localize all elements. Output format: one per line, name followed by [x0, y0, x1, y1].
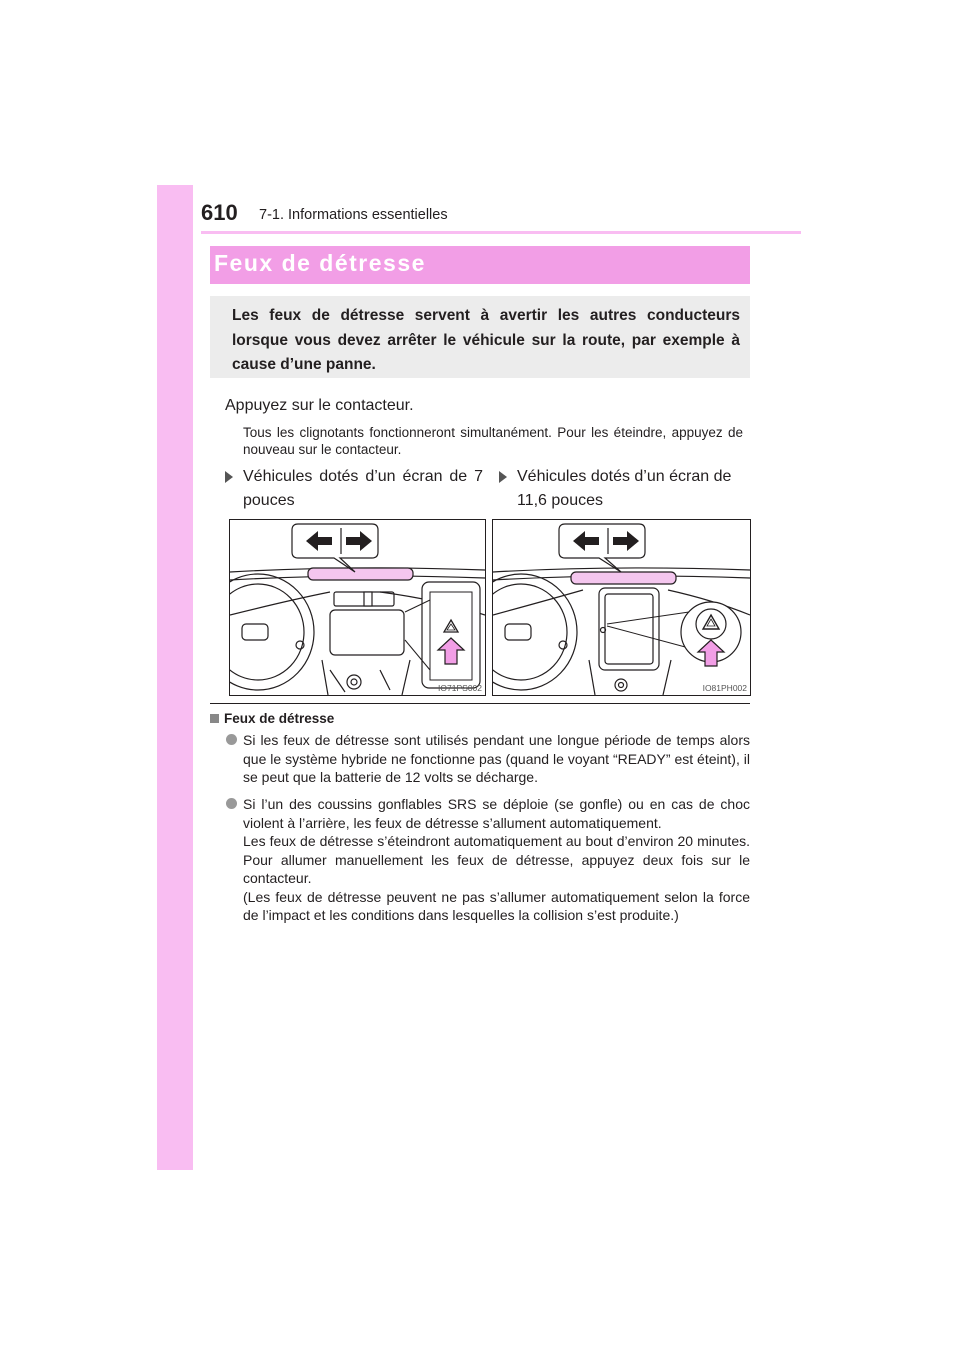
notes-heading — [210, 711, 334, 726]
circle-bullet-icon — [226, 734, 237, 745]
dashboard-illustration — [230, 520, 485, 695]
header-rule — [201, 231, 801, 234]
figure-dashboard-7-inch — [229, 519, 486, 696]
square-bullet-icon — [210, 714, 219, 723]
note-item — [226, 731, 750, 787]
figure-code: IO71PS002 — [438, 683, 482, 693]
page-title: Feux de détresse — [214, 250, 426, 276]
step-instruction: Appuyez sur le contacteur. — [225, 397, 414, 414]
variant-label: Véhicules dotés d’un écran de 11,6 pouces — [517, 468, 732, 509]
note-text: Si les feux de détresse sont utilisés pendant une longue période de temps alors que le système hybride ne fonctionne pas (quand le voyant “READY” est éteint), il se peut que la batterie de 12 volts se décharge. — [243, 732, 750, 785]
chapter-side-tab — [157, 185, 193, 1170]
figure-dashboard-11-6-inch — [492, 519, 751, 696]
page-number: 610 — [201, 200, 238, 225]
variant-label: Véhicules dotés d’un écran de 7 pouces — [243, 468, 483, 509]
notes-heading-text: Feux de détresse — [224, 711, 335, 726]
step-detail: Tous les clignotants fonctionneront simultanément. Pour les éteindre, appuyez de nouveau sur le contacteur. — [243, 425, 743, 457]
notes-divider — [210, 703, 750, 704]
intro-text: Les feux de détresse servent à avertir les autres conducteurs lorsque vous devez arrêter le véhicule sur la route, par exemple à cause d’une panne. — [232, 307, 740, 373]
figure-code: IO81PH002 — [702, 683, 747, 693]
circle-bullet-icon — [226, 798, 237, 809]
note-item — [226, 795, 750, 925]
triangle-bullet-icon — [499, 471, 507, 483]
note-text: Si l’un des coussins gonflables SRS se déploie (se gonfle) ou en cas de choc violent à l’arrière, les feux de détresse s’allument automatiquement. Les feux de détresse s’éteindront automatiquement au bout d’environ 20 minutes. Pour allumer manuellement les feux de détresse, appuyez deux fois sur le contacteur. (Les feux de détresse peuvent ne pas s’allumer automatiquement selon la force de l’impact et les conditions dans lesquelles la collision s’est produite.) — [243, 796, 750, 923]
variant-11-6-inch — [499, 465, 759, 515]
dashboard-illustration — [493, 520, 750, 695]
section-title: 7-1. Informations essentielles — [259, 207, 448, 223]
variant-7-inch — [225, 465, 485, 515]
triangle-bullet-icon — [225, 471, 233, 483]
